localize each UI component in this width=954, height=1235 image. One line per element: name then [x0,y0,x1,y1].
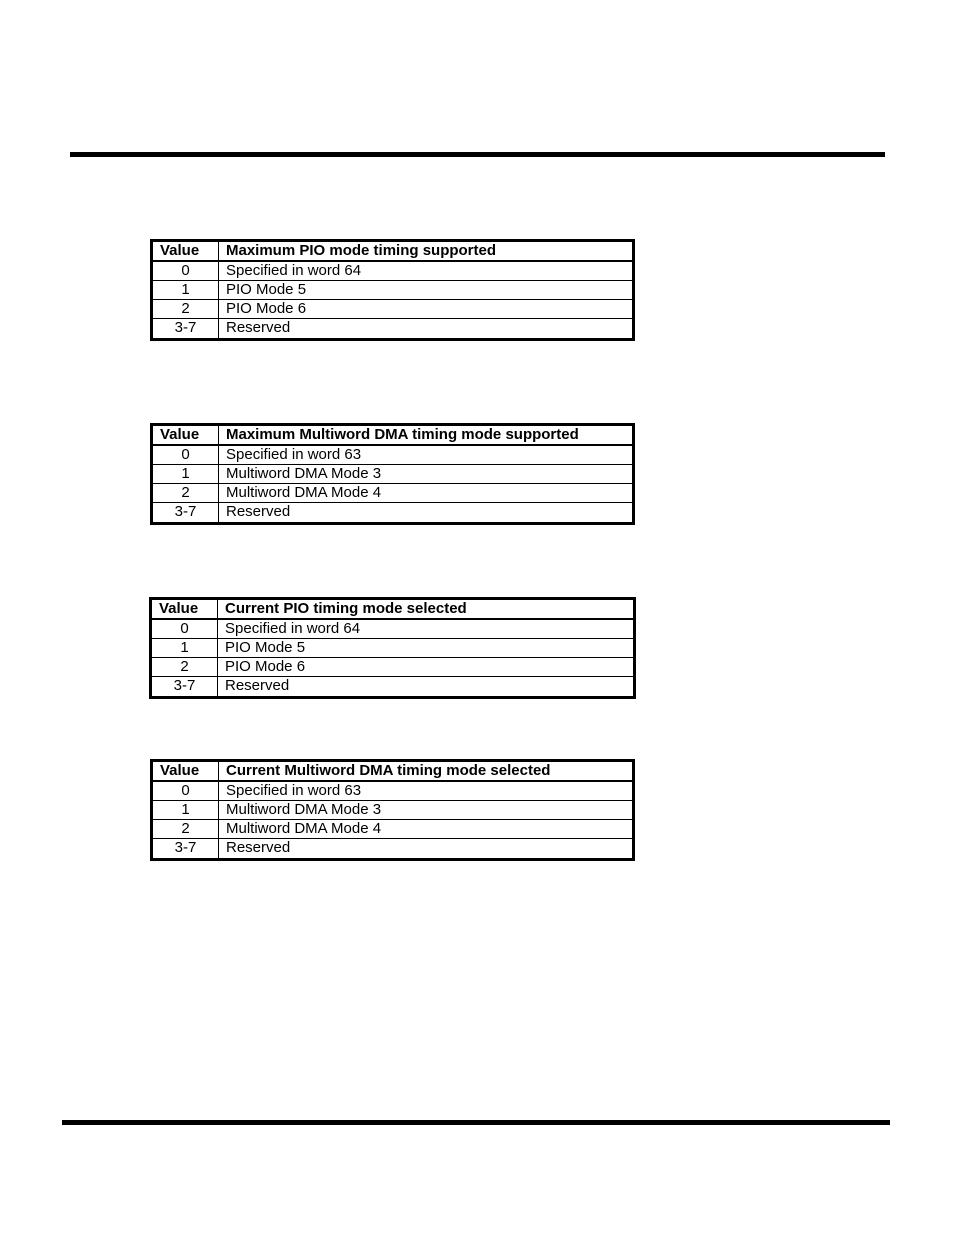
row-value: 1 [153,801,219,819]
table-row [152,658,633,677]
row-value: 0 [153,446,219,464]
max-dma-table [150,423,635,525]
row-desc: PIO Mode 5 [225,639,306,656]
max-pio-table [150,239,635,341]
header-value: Value [153,426,219,444]
row-desc: Specified in word 64 [225,620,361,637]
row-value: 3-7 [153,839,219,858]
row-desc: Multiword DMA Mode 4 [226,484,382,501]
row-desc: Specified in word 63 [226,782,362,799]
row-desc: Multiword DMA Mode 3 [226,465,382,482]
row-desc: PIO Mode 5 [226,281,307,298]
row-value: 3-7 [153,503,219,522]
table-header [153,426,632,446]
header-desc: Maximum PIO mode timing supported [226,242,497,259]
row-desc: Specified in word 63 [226,446,362,463]
row-value: 2 [153,484,219,502]
row-desc: PIO Mode 6 [226,300,307,317]
row-value: 1 [152,639,218,657]
header-desc: Current Multiword DMA timing mode selected [226,762,551,779]
row-desc: Reserved [226,503,291,520]
table-row [153,801,632,820]
table-row [153,503,632,522]
table-header [152,600,633,620]
current-pio-table [149,597,636,699]
table-row [153,300,632,319]
table-row [153,484,632,503]
row-desc: Reserved [226,839,291,856]
header-value: Value [153,762,219,780]
row-desc: Reserved [225,677,290,694]
row-value: 0 [153,782,219,800]
row-value: 1 [153,465,219,483]
table-row [153,319,632,338]
header-value: Value [153,242,219,260]
table-row [153,262,632,281]
table-row [153,281,632,300]
row-value: 0 [152,620,218,638]
row-desc: Specified in word 64 [226,262,362,279]
table-row [152,620,633,639]
row-value: 1 [153,281,219,299]
table-header [153,242,632,262]
table-row [153,446,632,465]
row-desc: Multiword DMA Mode 4 [226,820,382,837]
table-row [152,639,633,658]
current-dma-table [150,759,635,861]
row-value: 2 [152,658,218,676]
row-desc: PIO Mode 6 [225,658,306,675]
table-row [153,820,632,839]
row-value: 3-7 [152,677,218,696]
row-value: 2 [153,300,219,318]
row-value: 3-7 [153,319,219,338]
top-rule [70,152,885,157]
table-row [153,465,632,484]
header-desc: Maximum Multiword DMA timing mode supported [226,426,579,443]
row-value: 2 [153,820,219,838]
header-desc: Current PIO timing mode selected [225,600,467,617]
table-row [152,677,633,696]
row-value: 0 [153,262,219,280]
header-value: Value [152,600,218,618]
table-row [153,839,632,858]
row-desc: Multiword DMA Mode 3 [226,801,382,818]
table-header [153,762,632,782]
bottom-rule [62,1120,890,1125]
row-desc: Reserved [226,319,291,336]
table-row [153,782,632,801]
